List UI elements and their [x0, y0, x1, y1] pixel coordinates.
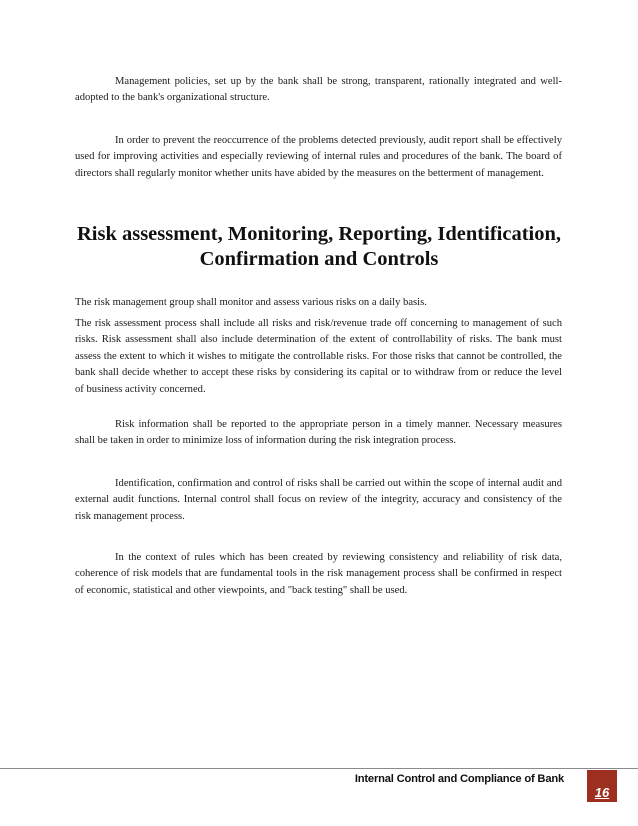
- footer-title: Internal Control and Compliance of Bank: [354, 773, 564, 785]
- paragraph-risk-reporting: Risk information shall be reported to the appropriate person in a timely manner. Necessary measures shall be taken in order to minimize loss of information during the risk integration process.: [75, 419, 562, 447]
- paragraph-management-policies: Management policies, set up by the bank shall be strong, transparent, rationally integrated and well-adopted to the bank's organizational structure.: [75, 76, 562, 104]
- page-number: 16: [594, 785, 610, 800]
- paragraph-risk-assessment-process: The risk assessment process shall include all risks and risk/revenue trade off concerning to management of such risks. Risk assessment shall also include determination of the extent of controllability of risks. The bank must assess the extent to which it wishes to mitigate the controllable risks. For those risks that cannot be controlled, the bank shall decide whether to accept these risks by considering its capital or to withdraw from or reduce the level of business activity concerned.: [75, 318, 562, 395]
- page-number-badge: [587, 770, 617, 802]
- paragraph-daily-monitoring: The risk management group shall monitor and assess various risks on a daily basis.: [75, 297, 427, 308]
- paragraph-risk-identification: Identification, confirmation and control of risks shall be carried out within the scope of internal audit and external audit functions. Internal control shall focus on review of the integrity, accuracy and consistency of the risk management process.: [75, 478, 562, 522]
- section-heading: Risk assessment, Monitoring, Reporting, Identification, Confirmation and Controls: [76, 223, 562, 270]
- paragraph-risk-models: In the context of rules which has been created by reviewing consistency and reliability of risk data, coherence of risk models that are fundamental tools in the risk management process shall be confirmed in respect of economic, statistical and other viewpoints, and "back testing" shall be used.: [75, 552, 562, 596]
- footer-divider: [0, 768, 638, 769]
- paragraph-audit-report: In order to prevent the reoccurrence of the problems detected previously, audit report shall be effectively used for improving activities and especially reviewing of internal rules and procedures of the bank. The board of directors shall regularly monitor whether units have abided by the measures on the betterment of management.: [75, 135, 562, 179]
